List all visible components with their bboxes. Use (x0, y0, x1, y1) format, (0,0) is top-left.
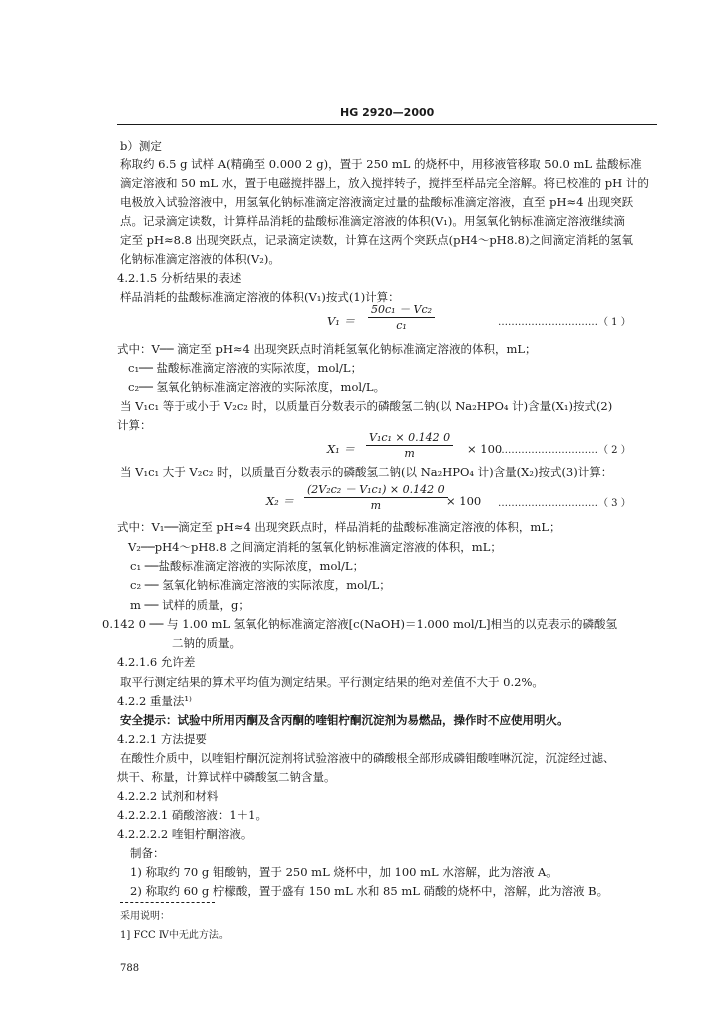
text-line: 4.2.2.2.2 喹钼柠酮溶液。 (117, 827, 253, 841)
text-line: 烘干、称量，计算试样中磷酸氢二钠含量。 (117, 770, 336, 784)
page-number: 788 (120, 963, 140, 974)
text-line: 4.2.2.2.1 硝酸溶液：1＋1。 (117, 808, 267, 822)
equation-2-fraction (366, 431, 453, 460)
text-line: c₂── 氢氧化钠标准滴定溶液的实际浓度，mol/L。 (128, 380, 386, 394)
equation-3-multiplier: × 100 (446, 494, 482, 508)
text-line: 二钠的质量。 (172, 636, 241, 650)
equation-1-numerator: 50c₁ － Vc₂ (368, 303, 435, 318)
text-line: 4.2.1.6 允许差 (117, 655, 196, 669)
footnote-title: 采用说明： (120, 911, 170, 922)
equation-1-number: …………………………（ 1 ） (498, 317, 631, 328)
equation-3-denominator: m (370, 499, 382, 512)
text-line: 式中：V₁──滴定至 pH≈4 出现突跃点时，样品消耗的盐酸标准滴定溶液的体积，mL； (117, 520, 561, 534)
text-line: 滴定溶液和 50 mL 水，置于电磁搅拌器上，放入搅拌转子，搅拌至样品完全溶解。将已校准的 pH 计的 (120, 176, 649, 190)
equation-2-numerator: V₁c₁ × 0.142 0 (366, 431, 453, 446)
text-line: 4.2.1.5 分析结果的表述 (117, 271, 242, 285)
text-line: 化钠标准滴定溶液的体积(V₂)。 (120, 252, 280, 266)
text-line: 1) 称取约 70 g 钼酸钠，置于 250 mL 烧杯中，加 100 mL 水溶解，此为溶液 A。 (130, 865, 558, 879)
text-line: 电极放入试验溶液中，用氢氧化钠标准滴定溶液滴定过量的盐酸标准滴定溶液，直至 pH≈4 出现突跃 (120, 195, 634, 209)
text-line: 当 V₁c₁ 大于 V₂c₂ 时，以质量百分数表示的磷酸氢二钠(以 Na₂HPO₄ 计)含量(X₂)按式(3)计算： (120, 465, 613, 479)
text-line: 取平行测定结果的算术平均值为测定结果。平行测定结果的绝对差值不大于 0.2%。 (120, 675, 544, 689)
text-line: 计算： (117, 418, 152, 432)
footnote-text: 1] FCC Ⅳ中无此方法。 (120, 930, 229, 941)
equation-3-fraction (304, 483, 448, 512)
footnote-rule (120, 902, 215, 903)
text-line: 当 V₁c₁ 等于或小于 V₂c₂ 时，以质量百分数表示的磷酸氢二钠(以 Na₂HPO₄ 计)含量(X₁)按式(2) (120, 399, 613, 413)
equation-3-lhs: X₂ ＝ (266, 494, 294, 508)
equation-1-lhs: V₁ ＝ (327, 314, 356, 328)
text-line: 制备： (130, 846, 165, 860)
text-line: c₂ ── 氢氧化钠标准滴定溶液的实际浓度，mol/L； (130, 578, 391, 592)
equation-3-numerator: (2V₂c₂ － V₁c₁) × 0.142 0 (304, 483, 448, 498)
text-line: 称取约 6.5 g 试样 A(精确至 0.000 2 g)，置于 250 mL 的烧杯中，用移液管移取 50.0 mL 盐酸标准 (120, 157, 642, 171)
text-line: 安全提示：试验中所用丙酮及含丙酮的喹钼柠酮沉淀剂为易燃品，操作时不应使用明火。 (120, 713, 569, 727)
equation-1-denominator: c₁ (396, 319, 407, 332)
equation-2-denominator: m (404, 447, 415, 460)
text-line: 2) 称取约 60 g 柠檬酸，置于盛有 150 mL 水和 85 mL 硝酸的烧杯中，溶解，此为溶液 B。 (130, 884, 609, 898)
text-line: 式中：V── 滴定至 pH≈4 出现突跃点时消耗氢氧化钠标准滴定溶液的体积，mL； (117, 342, 537, 356)
equation-2-lhs: X₁ ＝ (327, 442, 355, 456)
equation-1-fraction (368, 303, 435, 332)
text-line: 在酸性介质中，以喹钼柠酮沉淀剂将试验溶液中的磷酸根全部形成磷钼酸喹啉沉淀，沉淀经过滤、 (120, 751, 615, 765)
text-line: m ── 试样的质量，g； (130, 598, 250, 612)
header-rule (117, 124, 657, 125)
text-line: 4.2.2.1 方法提要 (117, 732, 207, 746)
text-line: 0.142 0 ── 与 1.00 mL 氢氧化钠标准滴定溶液[c(NaOH)＝1.000 mol/L]相当的以克表示的磷酸氢 (102, 617, 618, 631)
text-line: 定至 pH≈8.8 出现突跃点，记录滴定读数，计算在这两个突跃点(pH4～pH8.8)之间滴定消耗的氢氧 (120, 233, 633, 247)
text-line: c₁ ──盐酸标准滴定溶液的实际浓度，mol/L； (130, 559, 365, 573)
text-line: 4.2.2 重量法¹⁾ (117, 694, 192, 708)
text-line: 样品消耗的盐酸标准滴定溶液的体积(V₁)按式(1)计算： (120, 290, 400, 304)
standard-code: HG 2920—2000 (340, 106, 435, 119)
equation-2-multiplier: × 100 (467, 442, 503, 456)
text-line: V₂──pH4～pH8.8 之间滴定消耗的氢氧化钠标准滴定溶液的体积，mL； (128, 540, 502, 554)
equation-3-number: …………………………（ 3 ） (498, 498, 631, 509)
text-line: 点。记录滴定读数，计算样品消耗的盐酸标准滴定溶液的体积(V₁)。用氢氧化钠标准滴定溶液继续滴 (120, 214, 625, 228)
text-line: 4.2.2.2 试剂和材料 (117, 789, 219, 803)
text-line: b）测定 (120, 139, 162, 153)
equation-2-number: …………………………（ 2 ） (498, 445, 631, 456)
text-line: c₁── 盐酸标准滴定溶液的实际浓度，mol/L； (128, 361, 363, 375)
